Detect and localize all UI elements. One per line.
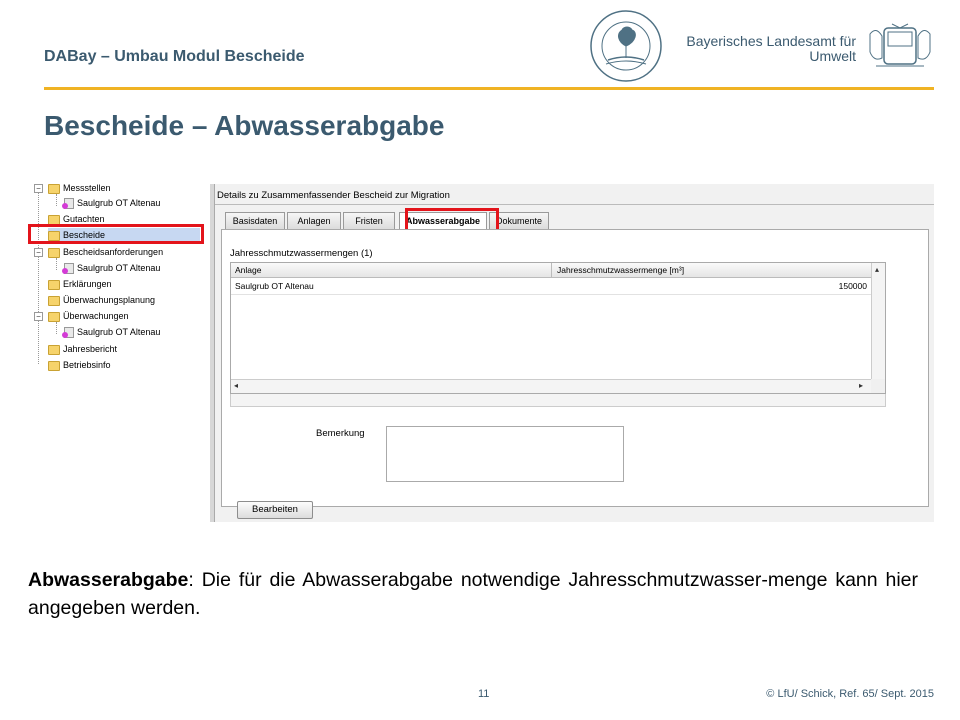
tree-item-label: Saulgrub OT Altenau [77,198,161,208]
slide-caption [28,566,918,622]
grid-header [231,263,871,278]
grid-title: Jahresschmutzwassermengen (1) [230,248,373,259]
page-number: 11 [478,688,490,700]
tree-guide-line [38,184,39,364]
collapse-icon[interactable]: − [34,184,43,193]
tree-item-label: Bescheide [63,230,106,240]
highlight-frame-bescheide [28,224,204,244]
vertical-scrollbar[interactable] [871,263,885,379]
tree-item-label: Messstellen [63,184,111,193]
tree-item-saulgrub-2[interactable] [64,261,160,275]
tree-item-label: Saulgrub OT Altenau [77,263,161,273]
slide-subtitle: DABay – Umbau Modul Bescheide [44,48,305,65]
navigation-tree [22,184,210,522]
tree-item-messstellen[interactable] [48,184,111,195]
tab-basisdaten[interactable]: Basisdaten [225,212,285,229]
tree-item-label: Bescheidsanforderungen [63,247,164,257]
org-line-1: Bayerisches Landesamt für [686,33,856,49]
document-icon [64,198,74,209]
tab-content [221,229,929,507]
cell-anlage: Saulgrub OT Altenau [235,281,314,291]
tree-item-label: Betriebsinfo [63,360,111,370]
collapse-icon[interactable]: − [34,312,43,321]
tree-item-label: Gutachten [63,214,105,224]
grid-empty-area [231,295,871,379]
folder-icon [48,296,60,306]
document-icon [64,263,74,274]
data-grid [230,262,886,394]
organization-name [686,34,856,64]
tree-item-label: Erklärungen [63,279,112,289]
remark-textarea[interactable] [386,426,624,482]
tree-guide-line [56,258,57,270]
document-icon [64,327,74,338]
tree-item-ueberwachungsplanung[interactable] [48,293,155,307]
header-rule [44,87,934,90]
caption-text: : Die für die Abwasserabgabe notwendige Jahresschmutzwasser-menge kann hier angegeben werden. [28,569,918,619]
tree-item-label: Saulgrub OT Altenau [77,327,161,337]
horizontal-scrollbar[interactable] [231,379,871,393]
copyright-note: © LfU/ Schick, Ref. 65/ Sept. 2015 [766,688,934,700]
edit-button[interactable]: Bearbeiten [237,501,313,519]
tab-anlagen[interactable]: Anlagen [287,212,341,229]
tree-item-ueberwachungen[interactable] [48,309,129,323]
panel-divider [215,204,934,205]
tree-item-erklaerungen[interactable] [48,277,112,291]
tree-item-label: Überwachungsplanung [63,295,156,305]
org-line-2: Umwelt [809,48,856,64]
tree-item-label: Jahresbericht [63,344,118,354]
tab-abwasserabgabe[interactable]: Abwasserabgabe [399,212,487,230]
column-header-anlage[interactable]: Anlage [235,265,262,275]
folder-icon [48,345,60,355]
tree-guide-line [56,194,57,206]
folder-icon [48,361,60,371]
tree-item-saulgrub-1[interactable] [64,196,160,210]
tree-item-bescheidsanforderungen[interactable] [48,245,163,259]
folder-icon [48,312,60,322]
details-panel [214,184,934,522]
app-screenshot [22,184,934,522]
scroll-right-icon[interactable]: ▸ [859,381,864,390]
collapse-icon[interactable]: − [34,248,43,257]
caption-bold: Abwasserabgabe [28,569,189,591]
ministry-seal-icon [588,8,664,84]
panel-title: Details zu Zusammenfassender Bescheid zur Migration [217,190,450,201]
scroll-left-icon[interactable]: ◂ [234,381,239,390]
tab-fristen[interactable]: Fristen [343,212,395,229]
tab-dokumente[interactable]: Dokumente [489,212,549,229]
table-row[interactable] [231,278,871,295]
page-title: Bescheide – Abwasserabgabe [44,110,445,141]
tree-item-label: Überwachungen [63,311,129,321]
grid-footer [230,394,886,407]
tree-guide-line [56,322,57,334]
tree-item-betriebsinfo[interactable] [48,358,111,372]
folder-icon [48,280,60,290]
bavarian-crest-icon [866,22,934,68]
column-header-menge[interactable]: Jahresschmutzwassermenge [m³] [557,265,685,275]
remark-label: Bemerkung [316,428,365,439]
cell-menge: 150000 [838,281,867,291]
tree-item-jahresbericht[interactable] [48,342,117,356]
scroll-up-icon[interactable]: ▴ [875,265,880,274]
tree-item-saulgrub-3[interactable] [64,325,160,339]
folder-icon [48,248,60,258]
folder-icon [48,184,60,194]
